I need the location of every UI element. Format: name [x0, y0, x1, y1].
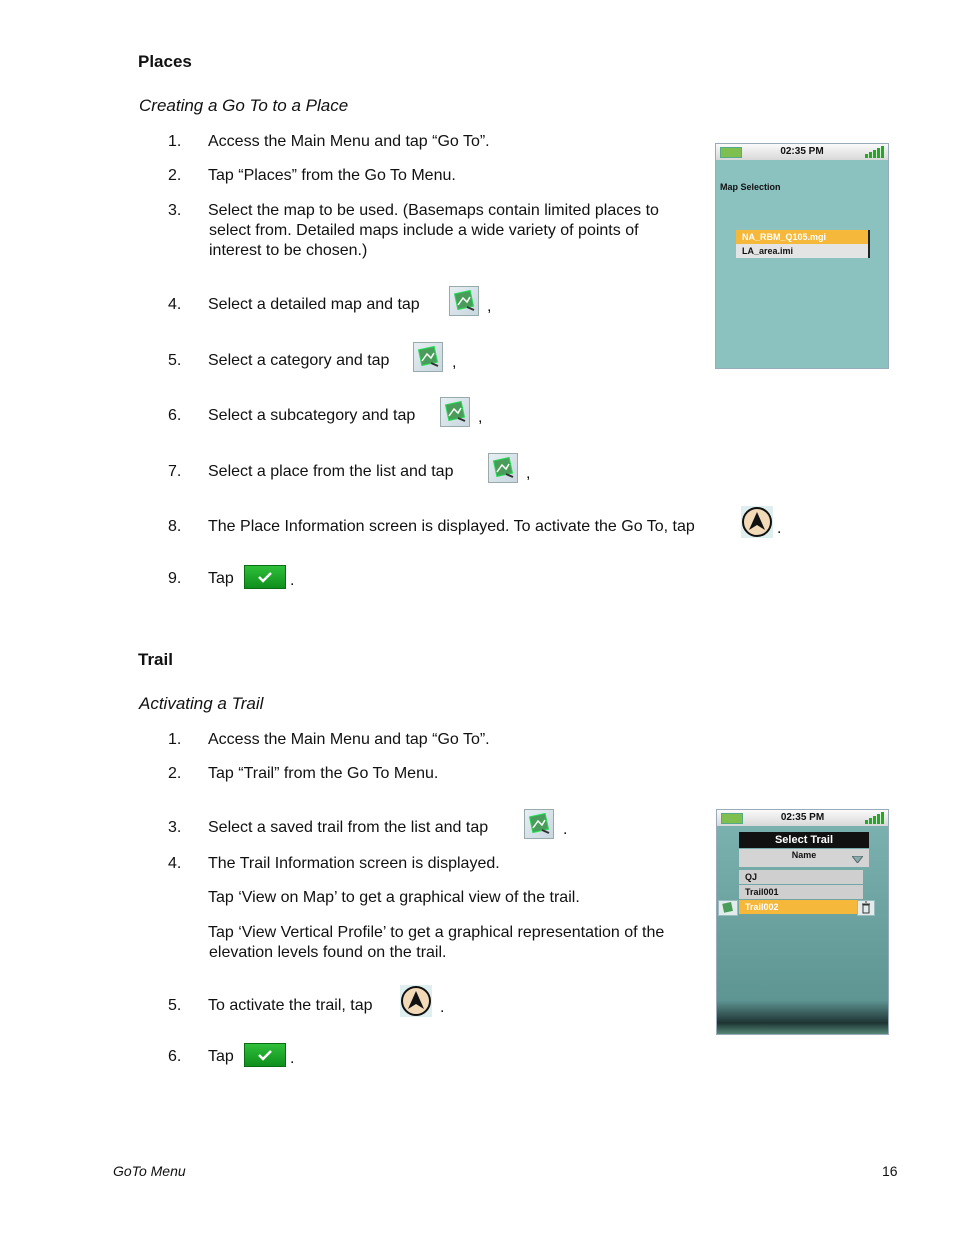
list-item[interactable]: LA_area.imi: [736, 244, 868, 258]
places-heading: Places: [138, 52, 192, 71]
step-number: 2.: [168, 765, 182, 782]
battery-icon: [720, 147, 742, 158]
step-text: Select a category and tap: [208, 352, 390, 369]
step-text: Select a detailed map and tap: [208, 296, 420, 313]
step-number: 7.: [168, 463, 182, 480]
punct: .: [440, 999, 445, 1016]
step-text-line3: interest to be chosen.): [209, 242, 368, 259]
signal-icon: [865, 146, 885, 164]
places-subheading: Creating a Go To to a Place: [139, 96, 349, 115]
step-number: 6.: [168, 407, 182, 424]
battery-icon: [721, 813, 743, 824]
step-number: 4.: [168, 855, 182, 872]
step-text: Select the map to be used. (Basemaps contain limited places to: [208, 202, 659, 219]
step-text: Tap “Places” from the Go To Menu.: [208, 167, 456, 184]
step-text: To activate the trail, tap: [208, 997, 373, 1014]
step-text: Select a place from the list and tap: [208, 463, 454, 480]
select-trail-screen: [716, 809, 889, 1035]
list-item[interactable]: QJ: [739, 870, 863, 884]
footer-section-name: GoTo Menu: [113, 1163, 186, 1179]
step-number: 4.: [168, 296, 182, 313]
status-time: 02:35 PM: [780, 812, 825, 823]
step-text-para3: Tap ‘View Vertical Profile’ to get a graphical representation of the: [208, 924, 665, 941]
step-number: 5.: [168, 997, 182, 1014]
map-select-icon[interactable]: [440, 397, 470, 427]
checkmark-icon[interactable]: [244, 1043, 286, 1067]
trail-heading: Trail: [138, 650, 173, 669]
step-text: Tap: [208, 1048, 234, 1065]
punct: .: [290, 572, 295, 589]
status-time: 02:35 PM: [780, 146, 824, 157]
map-select-icon[interactable]: [449, 286, 479, 316]
screen-title: Map Selection: [720, 182, 781, 192]
step-number: 2.: [168, 167, 182, 184]
list-item-selected[interactable]: Trail002: [739, 900, 863, 914]
step-number: 1.: [168, 133, 182, 150]
step-text: Access the Main Menu and tap “Go To”.: [208, 133, 490, 150]
punct: .: [290, 1050, 295, 1067]
column-header[interactable]: [739, 849, 869, 867]
step-text: Tap: [208, 570, 234, 587]
trash-icon[interactable]: [857, 900, 875, 916]
step-number: 5.: [168, 352, 182, 369]
trail-list: [739, 870, 863, 914]
column-header-label: Name: [791, 850, 817, 860]
step-number: 3.: [168, 819, 182, 836]
screen-title: Select Trail: [739, 832, 869, 848]
punct: ,: [526, 465, 531, 482]
goto-arrow-icon[interactable]: [400, 985, 432, 1017]
punct: ,: [487, 298, 492, 315]
step-text: The Trail Information screen is displayed.: [208, 855, 500, 872]
step-number: 9.: [168, 570, 182, 587]
map-select-icon[interactable]: [488, 453, 518, 483]
step-number: 1.: [168, 731, 182, 748]
map-select-icon[interactable]: [524, 809, 554, 839]
map-select-icon[interactable]: [718, 900, 738, 916]
step-text: Access the Main Menu and tap “Go To”.: [208, 731, 490, 748]
map-select-icon[interactable]: [413, 342, 443, 372]
checkmark-icon[interactable]: [244, 565, 286, 589]
status-bar: [716, 144, 888, 160]
trail-subheading: Activating a Trail: [139, 694, 264, 713]
step-text-line2: select from. Detailed maps include a wide variety of points of: [209, 222, 639, 239]
page-number: 16: [882, 1163, 898, 1179]
step-text: Select a saved trail from the list and tap: [208, 819, 489, 836]
status-bar: [717, 810, 888, 826]
signal-icon: [865, 812, 885, 830]
list-item-selected[interactable]: NA_RBM_Q105.mgi: [736, 230, 868, 244]
map-selection-screen: [715, 143, 889, 369]
step-text: The Place Information screen is displayed. To activate the Go To, tap: [208, 518, 695, 535]
step-number: 3.: [168, 202, 182, 219]
step-text-para2: Tap ‘View on Map’ to get a graphical view of the trail.: [208, 889, 580, 906]
map-list: [736, 230, 870, 258]
sort-arrow-icon: [852, 854, 863, 866]
step-number: 8.: [168, 518, 182, 535]
step-number: 6.: [168, 1048, 182, 1065]
punct: .: [563, 821, 568, 838]
punct: ,: [452, 354, 457, 371]
step-text: Select a subcategory and tap: [208, 407, 416, 424]
punct: .: [777, 520, 782, 537]
step-text-para3-line2: elevation levels found on the trail.: [209, 944, 447, 961]
punct: ,: [478, 409, 483, 426]
goto-arrow-icon[interactable]: [741, 506, 773, 538]
step-text: Tap “Trail” from the Go To Menu.: [208, 765, 439, 782]
list-item[interactable]: Trail001: [739, 885, 863, 899]
